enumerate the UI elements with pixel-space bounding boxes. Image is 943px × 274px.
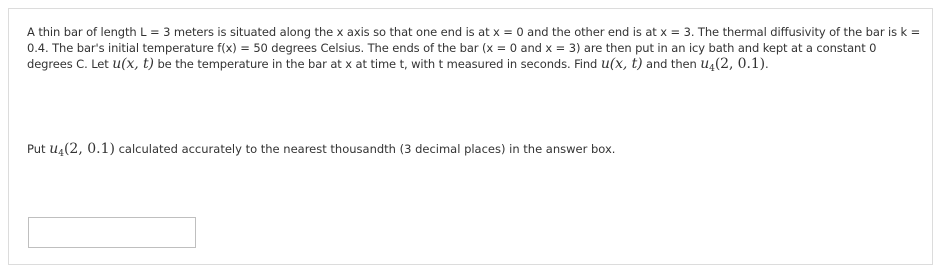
problem-text-3: and then [642,57,701,71]
math-u-x-t: u(x, t) [600,56,643,72]
math-u4-arguments: (2, 0.1) [63,141,115,157]
math-u4-expression [700,56,765,72]
problem-paragraph [27,24,922,72]
math-u4-subscript: 4 [709,64,715,74]
instruction-text-1: Put [27,142,50,156]
problem-text-4: . [765,57,769,71]
answer-instruction [27,141,615,157]
math-u4-base: u [700,56,710,72]
math-u4-base: u [49,141,59,157]
problem-text-2: be the temperature in the bar at x at time t, with t measured in seconds. Find [153,57,601,71]
math-u-x-t: u(x, t) [112,56,154,72]
math-u4-expression [49,141,115,157]
instruction-text-2: calculated accurately to the nearest thousandth (3 decimal places) in the answer box. [114,142,616,156]
problem-text-1: A thin bar of length L = 3 meters is situated along the x axis so that one end is at x = 0 and the other end is at x = 3. The thermal diffusivity of the bar is k = 0.4. The bar's initial temperature f(x) = 50 degrees Celsius. The ends of the bar (x = 0 and x = 3) are then put in an icy bath and kept at a constant 0 degrees C. Let [27,25,921,71]
math-u4-subscript: 4 [58,149,64,159]
answer-input[interactable] [28,217,196,248]
math-u4-arguments: (2, 0.1) [714,56,766,72]
problem-statement [27,24,922,72]
